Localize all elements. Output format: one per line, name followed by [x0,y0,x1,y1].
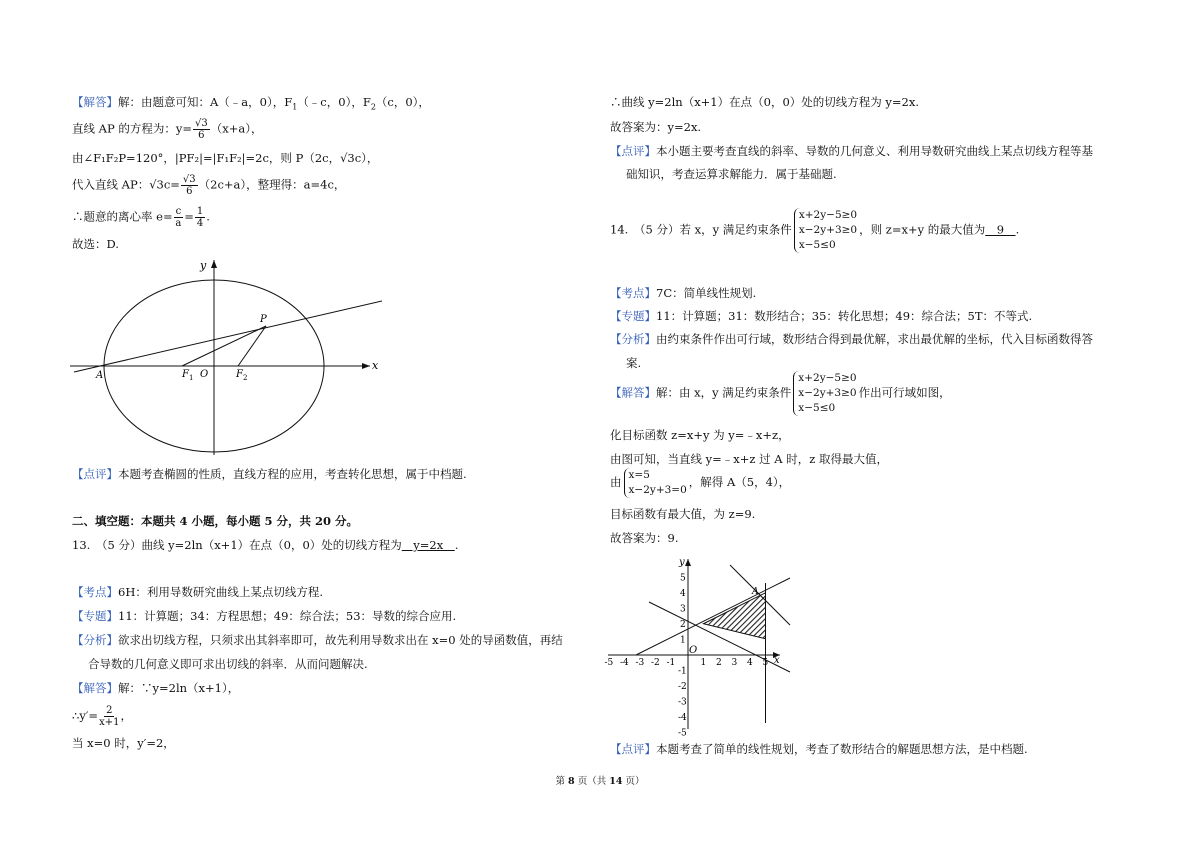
jieda-13-line1: 【解答】解：∵y=2ln（x+1）， [72,681,240,695]
question-14: 14. （5 分）若 x，y 满足约束条件x+2y−5≥0 x−2y+3≥0 x−5≤0，则 z=x+y 的最大值为 9 . [610,209,1020,251]
f2-sub: 2 [243,374,248,382]
y-tick-label: 5 [680,573,686,584]
constraint-system: x+2y−5≥0 x−2y+3≥0 x−5≤0 [793,371,856,416]
y-tick-label: -4 [678,713,687,723]
y-tick-label: 1 [680,635,686,646]
y-axis-arrow [211,260,217,268]
jieda-14-line1: 【解答】解：由 x，y 满足约束条件x+2y−5≥0 x−2y+3≥0 x−5≤0作出可行域如图， [610,372,951,414]
y-axis-arrow [685,559,691,566]
y-tick-label: 3 [680,604,686,615]
equation-system: x=5 x−2y+3=0 [624,468,687,498]
feasible-region-figure [604,553,800,739]
fenxi-13-line2: 合导数的几何意义即可求出切线的斜率．从而问题解决. [88,657,368,671]
answer-tag: 【解答】 [72,95,118,109]
answer-line-1: 【解答】解：由题意可知：A（﹣a，0），$F_1(﹣c$，0），$F_2(c$，0）， [72,95,430,112]
jieda-14-line2: 化目标函数 z=x+y 为 y=﹣x+z， [610,428,790,442]
y-tick-label: -5 [678,728,687,739]
answer-choice: 故选：D. [72,237,119,251]
x-label: x [372,359,379,372]
jieda-14-line4: 由 x=5 x−2y+3=0，解得 A（5，4）， [610,469,791,496]
x-label: x [774,655,780,666]
answer-blank: 9 [985,222,1016,237]
fraction: $\frac{c}{a}$ [175,206,182,229]
x-tick-label: 5 [762,658,769,668]
x-tick-label: -4 [620,658,629,668]
x-tick-label: 3 [731,658,738,668]
fraction: $\frac{√3}{6}$ [195,118,208,141]
segment-f1p [182,326,266,366]
fenxi-13-line1: 【分析】欲求出切线方程，只须求出其斜率即可，故先利用导数求出在 x=0 处的导函数值，再结 [72,633,563,647]
origin-label: O [689,645,698,656]
kaodian-13: 【考点】6H：利用导数研究曲线上某点切线方程. [72,585,323,599]
jieda-13-line3: 当 x=0 时，y′=2， [72,736,175,750]
x-axis-arrow [362,363,370,369]
f2-label: F [236,369,243,380]
comment-line: 【点评】本题考查椭圆的性质，直线方程的应用，考查转化思想，属于中档题. [72,467,467,481]
zhuanti-13: 【专题】11：计算题；34：方程思想；49：综合法；53：导数的综合应用. [72,609,457,623]
x-tick-label: -1 [666,658,676,668]
page-number: 8 [568,776,575,787]
fraction: $\frac{√3}{6}$ [182,174,196,197]
x-tick-label: 4 [747,658,753,668]
answer-line-2: 直线 AP 的方程为：y= $\frac{√3}{6}$ （x+a）， [72,118,263,141]
point-p-label: P [260,314,267,325]
ellipse-figure [70,255,390,455]
f1-label: F [182,369,189,380]
answer-line-4: 代入直线 AP：√3c= $\frac{√3}{6}$ （2c+a），整理得：a=4c， [72,174,346,197]
line-ap [74,301,382,372]
page-footer: 第 8 页（共 14 页） [555,776,645,787]
point-a-label: A [96,370,104,381]
x-tick-label: 1 [700,658,707,668]
jieda-14-line6: 故答案为：9. [610,531,679,545]
x-tick-label: -5 [604,658,614,668]
page-total: 14 [609,776,623,787]
fenxi-14-line1: 【分析】由约束条件作出可行域，数形结合得到最优解，求出最优解的坐标，代入目标函数得答 [610,332,1093,346]
answer-line-5: ∴题意的离心率 e= $\frac{c}{a}$ = $\frac{1}{4}$ . [72,206,210,229]
dianping-14: 【点评】本题考查了简单的线性规划，考查了数形结合的解题思想方法，是中档题. [610,742,1028,756]
r-line-2: 故答案为：y=2x. [610,120,702,134]
jieda-14-line3: 由图可知，当直线 y=﹣x+z 过 A 时，z 取得最大值， [610,452,888,466]
y-tick-label: 4 [680,589,686,599]
feasible-region [704,593,766,639]
jieda-13-line2: ∴y′= $\frac{2}{x+1}$ ， [72,705,132,728]
fraction: $\frac{2}{x+1}$ [99,705,120,728]
segment-f2p [238,326,266,366]
y-label: y [200,259,207,272]
kaodian-14: 【考点】7C：简单线性规划. [610,286,757,300]
zhuanti-14: 【专题】11：计算题；31：数形结合；35：转化思想；49：综合法；5T：不等式. [610,309,1033,323]
section-heading: 二、填空题：本题共 4 小题，每小题 5 分，共 20 分。 [72,514,359,528]
axes [608,559,780,729]
fraction: $\frac{1}{4}$ [196,206,204,229]
tick-labels [605,574,769,739]
x-tick-label: 2 [716,658,722,668]
y-tick-label: -2 [678,682,687,692]
line-x-2y+3 [636,578,790,655]
f1-sub: 1 [189,374,194,382]
x-tick-label: -2 [651,658,660,668]
fenxi-14-line2: 案. [626,356,642,370]
y-label: y [679,557,685,568]
question-13: 13. （5 分）曲线 y=2ln（x+1）在点（0，0）处的切线方程为 y=2x . [72,538,459,552]
dianping-13-line2: 础知识，考查运算求解能力．属于基础题. [626,167,837,181]
x-tick-label: -3 [635,658,645,668]
y-tick-label: -1 [678,666,687,677]
y-tick-label: -3 [678,697,687,708]
constraint-system: x+2y−5≥0 x−2y+3≥0 x−5≤0 [794,208,857,253]
dianping-13-line1: 【点评】本小题主要考查直线的斜率、导数的几何意义、利用导数研究曲线上某点切线方程等基 [610,144,1093,158]
answer-line-3: 由∠F₁F₂P=120°，|PF₂|=|F₁F₂|=2c，则 P（2c，√3c）， [72,151,379,165]
origin-label: O [200,369,209,380]
answer-blank: y=2x [401,538,455,552]
jieda-14-line5: 目标函数有最大值，为 z=9. [610,507,756,521]
y-tick-label: 2 [680,620,686,630]
point-a-label: A [752,587,759,597]
r-line-1: ∴曲线 y=2ln（x+1）在点（0，0）处的切线方程为 y=2x. [610,95,920,109]
